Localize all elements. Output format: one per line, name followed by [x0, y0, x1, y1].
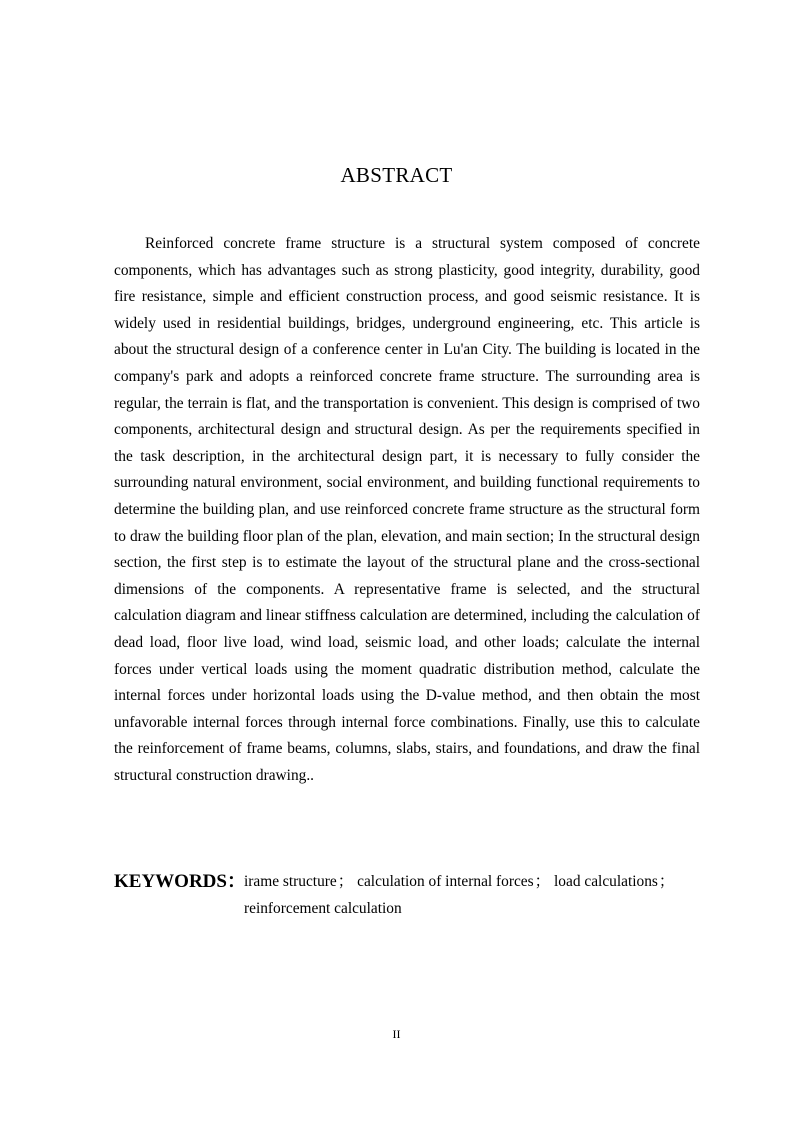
keyword-item: load calculations — [554, 873, 658, 890]
keyword-item: reinforcement calculation — [244, 900, 402, 917]
keyword-item: calculation of internal forces — [357, 873, 534, 890]
keyword-separator: ； — [337, 873, 354, 890]
keywords-label: KEYWORDS： — [114, 871, 246, 892]
keyword-separator: ； — [658, 873, 675, 890]
abstract-body: Reinforced concrete frame structure is a structural system composed of concrete components, which has advantages such as strong plasticity, good integrity, durability, good fire resistance, simple and efficient construction process, and good seismic resistance. It is widely used in residential buildings, bridges, underground engineering, etc. This article is about the structural design of a conference center in Lu'an City. The building is located in the company's park and adopts a reinforced concrete frame structure. The surrounding area is regular, the terrain is flat, and the transportation is convenient. This design is comprised of two components, architectural design and structural design. As per the requirements specified in the task description, in the architectural design part, it is necessary to fully consider the surrounding natural environment, social environment, and building functional requirements to determine the building plan, and use reinforced concrete frame structure as the structural form to draw the building floor plan of the plan, elevation, and main section; In the structural design section, the first step is to estimate the layout of the structural plane and the cross-sectional dimensions of the components. A representative frame is selected, and the structural calculation diagram and linear stiffness calculation are determined, including the calculation of dead load, floor live load, wind load, seismic load, and other loads; calculate the internal forces under vertical loads using the moment quadratic distribution method, calculate the internal forces under horizontal loads using the D-value method, and then obtain the most unfavorable internal forces through internal force combinations. Finally, use this to calculate the reinforcement of frame beams, columns, slabs, stairs, and foundations, and draw the final structural construction drawing.. — [114, 235, 700, 784]
keyword-item: irame structure — [244, 873, 337, 890]
abstract-title: ABSTRACT — [340, 163, 453, 187]
page-number: II — [392, 1027, 401, 1041]
keywords-line-1 — [244, 869, 678, 891]
keywords-line-2 — [244, 900, 402, 918]
keyword-separator: ； — [534, 873, 551, 890]
